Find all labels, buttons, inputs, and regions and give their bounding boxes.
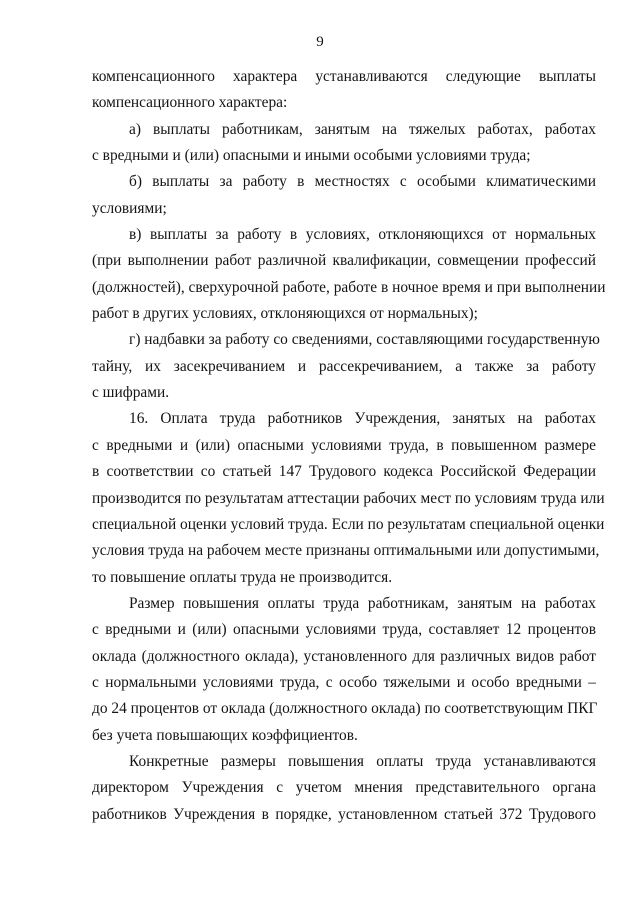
text-line: компенсационного характера устанавливаются следующие выплаты	[92, 68, 596, 85]
paragraph-clause-16	[92, 406, 605, 590]
text-line: условия труда на рабочем месте признаны оптимальными или допустимыми,	[92, 542, 600, 560]
text-line: а) выплаты работникам, занятым на тяжелых работах, работах	[129, 120, 596, 138]
text-line: в) выплаты за работу в условиях, отклоняющихся от нормальных	[129, 226, 596, 244]
text-line: с шифрами.	[92, 384, 170, 402]
text-line: с нормальными условиями труда, с особо тяжелыми и особо вредными –	[92, 673, 596, 691]
text-line: директором Учреждения с учетом мнения представительного органа	[92, 779, 596, 797]
text-line: в соответствии со статьей 147 Трудового кодекса Российской Федерации	[92, 463, 596, 481]
text-line: до 24 процентов от оклада (должностного оклада) по соответствующим ПКГ	[92, 700, 598, 718]
text-line: с вредными и (или) опасными условиями труда, в повышенном размере	[92, 436, 596, 454]
text-line: специальной оценки условий труда. Если по результатам специальной оценки	[92, 515, 605, 533]
text-line: работников Учреждения в порядке, установленном статьей 372 Трудового	[92, 805, 596, 823]
text-line: тайну, их засекречиванием и рассекречиванием, а также за работу	[92, 357, 596, 375]
text-line: с вредными и (или) опасными и иными особыми условиями труда;	[92, 147, 531, 165]
text-line: Конкретные размеры повышения оплаты труда устанавливаются	[129, 752, 596, 770]
page-number: 9	[316, 34, 324, 50]
text-line: без учета повышающих коэффициентов.	[92, 726, 358, 744]
text-line: (должностей), сверхурочной работе, работе в ночное время и при выполнении	[92, 278, 606, 296]
text-line: то повышение оплаты труда не производится.	[92, 568, 393, 586]
paragraph-increase-size	[92, 591, 596, 749]
paragraph-specific-sizes	[92, 749, 596, 828]
text-line: производится по результатам аттестации рабочих мест по условиям труда или	[92, 489, 605, 507]
paragraph-item-a	[92, 117, 596, 170]
paragraph-item-b	[92, 169, 596, 222]
text-line: оклада (должностного оклада), установленного для различных видов работ	[92, 647, 596, 665]
text-line: (при выполнении работ различной квалификации, совмещении профессий	[92, 252, 596, 270]
text-line: работ в других условиях, отклоняющихся от нормальных);	[92, 305, 478, 323]
text-line: компенсационного характера:	[92, 94, 288, 112]
text-line: г) надбавки за работу со сведениями, составляющими государственную	[129, 331, 600, 349]
paragraph-item-g	[92, 327, 600, 406]
text-line: условиями;	[92, 199, 167, 217]
text-line: Размер повышения оплаты труда работникам, занятым на работах	[129, 594, 596, 612]
paragraph-compensation-intro	[92, 64, 596, 117]
text-line: б) выплаты за работу в местностях с особыми климатическими	[129, 173, 596, 191]
paragraph-item-v	[92, 222, 606, 327]
document-body	[92, 64, 606, 828]
text-line: 16. Оплата труда работников Учреждения, занятых на работах	[129, 410, 596, 428]
text-line: с вредными и (или) опасными условиями труда, составляет 12 процентов	[92, 621, 596, 639]
